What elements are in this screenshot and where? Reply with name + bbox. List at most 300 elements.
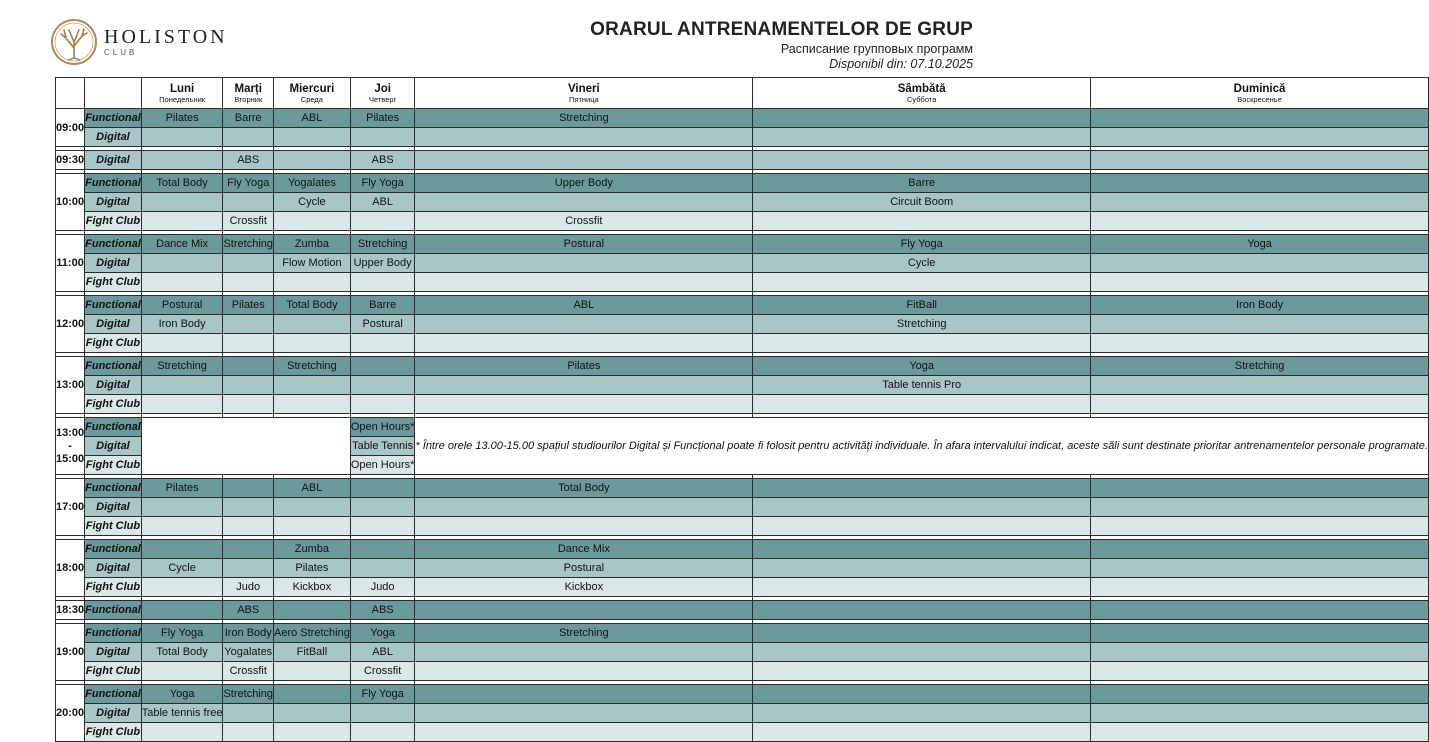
schedule-row — [56, 235, 1429, 254]
class-cell — [274, 151, 351, 170]
class-cell: Dance Mix — [415, 540, 753, 559]
class-cell: Iron Body — [141, 315, 223, 334]
class-cell — [274, 395, 351, 414]
room-label: Fight Club — [85, 517, 142, 536]
class-cell — [1091, 128, 1429, 147]
room-label: Fight Club — [85, 395, 142, 414]
class-cell: Postural — [415, 559, 753, 578]
class-cell — [753, 273, 1091, 292]
class-cell — [274, 601, 351, 620]
class-cell — [1091, 151, 1429, 170]
class-cell — [223, 395, 274, 414]
class-cell: Stretching — [1091, 357, 1429, 376]
day-header — [415, 78, 753, 109]
class-cell: Kickbox — [415, 578, 753, 597]
day-name: Luni — [169, 82, 195, 95]
class-cell: Postural — [141, 296, 223, 315]
class-cell: Total Body — [274, 296, 351, 315]
schedule-row — [56, 517, 1429, 536]
class-cell — [223, 723, 274, 742]
class-cell: Stretching — [415, 109, 753, 128]
room-label: Functional — [85, 357, 142, 376]
class-cell — [753, 498, 1091, 517]
class-cell: Yoga — [1091, 235, 1429, 254]
room-label: Functional — [85, 601, 142, 620]
class-cell — [753, 151, 1091, 170]
class-cell — [1091, 624, 1429, 643]
schedule-row — [56, 624, 1429, 643]
class-cell — [141, 193, 223, 212]
class-cell — [1091, 376, 1429, 395]
schedule-row — [56, 601, 1429, 620]
class-cell — [223, 479, 274, 498]
brand-sub: CLUB — [104, 48, 138, 57]
class-cell — [274, 334, 351, 353]
room-label: Functional — [85, 540, 142, 559]
class-cell — [350, 376, 415, 395]
day-name-ru: Среда — [300, 94, 323, 104]
class-cell — [415, 193, 753, 212]
room-label: Digital — [85, 193, 142, 212]
class-cell: Circuit Boom — [753, 193, 1091, 212]
class-cell — [223, 128, 274, 147]
schedule-row — [56, 662, 1429, 681]
class-cell — [274, 212, 351, 231]
class-cell — [350, 498, 415, 517]
time-slot: 11:00 — [56, 235, 85, 292]
room-label: Fight Club — [85, 212, 142, 231]
day-header — [753, 78, 1091, 109]
class-cell — [141, 273, 223, 292]
class-cell — [415, 254, 753, 273]
empty-block — [141, 418, 350, 475]
open-hours-cell: Open Hours* — [350, 418, 415, 437]
class-cell — [141, 540, 223, 559]
schedule-row — [56, 193, 1429, 212]
class-cell — [350, 128, 415, 147]
schedule-row — [56, 357, 1429, 376]
class-cell — [274, 498, 351, 517]
class-cell: Fly Yoga — [350, 174, 415, 193]
room-label: Fight Club — [85, 456, 142, 475]
schedule-row — [56, 578, 1429, 597]
room-label: Digital — [85, 128, 142, 147]
class-cell — [141, 578, 223, 597]
time-slot: 17:00 — [56, 479, 85, 536]
schedule-row — [56, 273, 1429, 292]
class-cell: Stretching — [415, 624, 753, 643]
class-cell: Stretching — [223, 685, 274, 704]
day-header — [141, 78, 223, 109]
class-cell — [223, 315, 274, 334]
class-cell: Yogalates — [274, 174, 351, 193]
room-label: Digital — [85, 704, 142, 723]
class-cell — [141, 723, 223, 742]
class-cell — [223, 704, 274, 723]
schedule-row — [56, 151, 1429, 170]
schedule-row — [56, 685, 1429, 704]
class-cell: FitBall — [274, 643, 351, 662]
class-cell — [223, 540, 274, 559]
time-slot: 18:30 — [56, 601, 85, 620]
class-cell: Table tennis Pro — [753, 376, 1091, 395]
class-cell: Zumba — [274, 235, 351, 254]
class-cell — [1091, 193, 1429, 212]
room-label: Fight Club — [85, 273, 142, 292]
class-cell: Table tennis free — [141, 704, 223, 723]
page-title: ORARUL ANTRENAMENTELOR DE GRUP — [590, 19, 973, 40]
class-cell — [350, 704, 415, 723]
class-cell — [1091, 601, 1429, 620]
open-hours-note: * Între orele 13.00-15.00 spațiul studiourilor Digital și Funcțional poate fi folosit pentru activități individuale. În afara intervalului indicat, aceste săli sunt destinate prioritar antrenamentelor personale programate. — [415, 418, 1429, 475]
room-label: Functional — [85, 685, 142, 704]
time-slot-range — [56, 418, 85, 475]
class-cell: Pilates — [223, 296, 274, 315]
time-slot: 09:00 — [56, 109, 85, 147]
class-cell: Judo — [350, 578, 415, 597]
class-cell — [1091, 685, 1429, 704]
room-label: Fight Club — [85, 334, 142, 353]
class-cell: ABS — [223, 601, 274, 620]
class-cell — [223, 254, 274, 273]
room-label: Functional — [85, 624, 142, 643]
class-cell — [753, 334, 1091, 353]
class-cell: FitBall — [753, 296, 1091, 315]
class-cell — [350, 334, 415, 353]
class-cell — [1091, 540, 1429, 559]
class-cell — [274, 685, 351, 704]
room-label: Functional — [85, 296, 142, 315]
class-cell: Barre — [223, 109, 274, 128]
schedule-table — [55, 77, 1429, 742]
class-cell: Upper Body — [350, 254, 415, 273]
room-label: Functional — [85, 109, 142, 128]
class-cell — [1091, 273, 1429, 292]
time-slot: 09:30 — [56, 151, 85, 170]
class-cell — [223, 273, 274, 292]
class-cell — [1091, 704, 1429, 723]
class-cell — [223, 376, 274, 395]
class-cell — [753, 601, 1091, 620]
day-name-ru: Вторник — [234, 94, 263, 104]
brand-name: HOLISTON — [104, 26, 228, 48]
day-name-ru: Четверг — [368, 94, 397, 104]
page-subtitle: Расписание групповых программ — [780, 42, 973, 56]
class-cell — [141, 517, 223, 536]
class-cell: Fly Yoga — [141, 624, 223, 643]
schedule-row — [56, 174, 1429, 193]
schedule-row — [56, 704, 1429, 723]
class-cell: Aero Stretching — [274, 624, 351, 643]
class-cell: Total Body — [141, 174, 223, 193]
class-cell — [1091, 517, 1429, 536]
class-cell — [350, 723, 415, 742]
class-cell — [753, 624, 1091, 643]
class-cell: Total Body — [141, 643, 223, 662]
class-cell: Fly Yoga — [753, 235, 1091, 254]
class-cell: Postural — [415, 235, 753, 254]
time-slot: 13:00 — [56, 357, 85, 414]
class-cell: Stretching — [274, 357, 351, 376]
class-cell — [753, 578, 1091, 597]
class-cell — [274, 723, 351, 742]
class-cell: Judo — [223, 578, 274, 597]
class-cell: Pilates — [350, 109, 415, 128]
class-cell — [350, 540, 415, 559]
day-name-ru: Пятница — [569, 94, 599, 104]
class-cell: Flow Motion — [274, 254, 351, 273]
class-cell: ABL — [350, 193, 415, 212]
schedule-row — [56, 479, 1429, 498]
class-cell — [274, 662, 351, 681]
class-cell — [1091, 334, 1429, 353]
room-label: Digital — [85, 643, 142, 662]
day-name: Joi — [374, 82, 391, 95]
brand-logo — [50, 18, 228, 66]
class-cell — [274, 376, 351, 395]
class-cell: Cycle — [141, 559, 223, 578]
room-label: Fight Club — [85, 662, 142, 681]
class-cell — [223, 334, 274, 353]
class-cell — [415, 376, 753, 395]
day-header — [1091, 78, 1429, 109]
class-cell — [1091, 578, 1429, 597]
class-cell: Iron Body — [223, 624, 274, 643]
schedule-row — [56, 559, 1429, 578]
class-cell — [141, 601, 223, 620]
time-slot: 18:00 — [56, 540, 85, 597]
class-cell: Postural — [350, 315, 415, 334]
class-cell — [141, 498, 223, 517]
schedule-row — [56, 128, 1429, 147]
class-cell: Fly Yoga — [350, 685, 415, 704]
room-label: Functional — [85, 235, 142, 254]
room-label: Digital — [85, 254, 142, 273]
time-end: 15:00 — [56, 452, 85, 465]
class-cell: Fly Yoga — [223, 174, 274, 193]
class-cell — [1091, 498, 1429, 517]
day-name: Miercuri — [289, 82, 335, 95]
class-cell: ABS — [223, 151, 274, 170]
day-name-ru: Понедельник — [159, 94, 206, 104]
class-cell: Cycle — [753, 254, 1091, 273]
class-cell — [274, 704, 351, 723]
class-cell — [1091, 315, 1429, 334]
open-hours-cell: Table Tennis — [350, 437, 415, 456]
class-cell: Yoga — [753, 357, 1091, 376]
time-slot: 19:00 — [56, 624, 85, 681]
class-cell: Upper Body — [415, 174, 753, 193]
class-cell — [415, 685, 753, 704]
class-cell — [415, 273, 753, 292]
time-dash: - — [68, 439, 72, 452]
schedule-row — [56, 315, 1429, 334]
class-cell — [753, 128, 1091, 147]
class-cell: Yogalates — [223, 643, 274, 662]
class-cell — [1091, 212, 1429, 231]
class-cell — [223, 498, 274, 517]
room-label: Functional — [85, 174, 142, 193]
class-cell: ABL — [274, 109, 351, 128]
room-label: Fight Club — [85, 578, 142, 597]
schedule-row — [56, 395, 1429, 414]
class-cell — [415, 315, 753, 334]
class-cell: ABL — [274, 479, 351, 498]
class-cell: Stretching — [141, 357, 223, 376]
schedule-row — [56, 212, 1429, 231]
time-slot: 20:00 — [56, 685, 85, 742]
schedule-row — [56, 723, 1429, 742]
class-cell: Dance Mix — [141, 235, 223, 254]
class-cell — [415, 704, 753, 723]
class-cell — [415, 334, 753, 353]
class-cell — [753, 395, 1091, 414]
day-name: Marți — [234, 82, 262, 95]
day-header — [223, 78, 274, 109]
schedule-row — [56, 109, 1429, 128]
schedule-row — [56, 418, 1429, 437]
class-cell: Total Body — [415, 479, 753, 498]
class-cell — [1091, 643, 1429, 662]
class-cell: Iron Body — [1091, 296, 1429, 315]
day-name: Sâmbătă — [897, 82, 946, 95]
header-row — [56, 78, 1429, 109]
class-cell — [753, 704, 1091, 723]
header-corner — [85, 78, 142, 109]
class-cell — [141, 395, 223, 414]
class-cell — [753, 479, 1091, 498]
class-cell — [141, 254, 223, 273]
class-cell — [223, 193, 274, 212]
schedule-row — [56, 643, 1429, 662]
room-label: Functional — [85, 418, 142, 437]
class-cell — [274, 128, 351, 147]
class-cell: Pilates — [274, 559, 351, 578]
class-cell: ABL — [350, 643, 415, 662]
class-cell: Crossfit — [223, 662, 274, 681]
class-cell — [753, 517, 1091, 536]
class-cell — [415, 498, 753, 517]
class-cell: ABS — [350, 601, 415, 620]
class-cell — [274, 517, 351, 536]
class-cell — [415, 151, 753, 170]
class-cell — [350, 212, 415, 231]
class-cell — [141, 212, 223, 231]
header — [590, 19, 973, 71]
class-cell — [415, 643, 753, 662]
class-cell — [753, 643, 1091, 662]
time-slot: 12:00 — [56, 296, 85, 353]
day-name: Vineri — [567, 82, 600, 95]
class-cell: Zumba — [274, 540, 351, 559]
class-cell: Barre — [753, 174, 1091, 193]
room-label: Digital — [85, 376, 142, 395]
class-cell — [141, 376, 223, 395]
class-cell: Yoga — [350, 624, 415, 643]
class-cell: Crossfit — [350, 662, 415, 681]
class-cell — [753, 540, 1091, 559]
room-label: Digital — [85, 559, 142, 578]
class-cell — [350, 395, 415, 414]
day-header — [274, 78, 351, 109]
class-cell — [1091, 723, 1429, 742]
class-cell — [223, 517, 274, 536]
class-cell — [415, 395, 753, 414]
class-cell: Stretching — [223, 235, 274, 254]
class-cell: Cycle — [274, 193, 351, 212]
class-cell — [753, 662, 1091, 681]
class-cell — [753, 559, 1091, 578]
class-cell: Barre — [350, 296, 415, 315]
class-cell — [350, 517, 415, 536]
class-cell — [141, 151, 223, 170]
class-cell — [1091, 559, 1429, 578]
class-cell — [223, 559, 274, 578]
class-cell — [415, 662, 753, 681]
schedule-row — [56, 296, 1429, 315]
schedule-row — [56, 540, 1429, 559]
class-cell — [350, 479, 415, 498]
class-cell — [141, 662, 223, 681]
class-cell — [1091, 395, 1429, 414]
class-cell — [753, 685, 1091, 704]
class-cell — [415, 128, 753, 147]
room-label: Digital — [85, 151, 142, 170]
class-cell — [350, 273, 415, 292]
class-cell — [1091, 662, 1429, 681]
class-cell — [1091, 479, 1429, 498]
class-cell — [415, 601, 753, 620]
class-cell — [274, 273, 351, 292]
class-cell: ABL — [415, 296, 753, 315]
day-name-ru: Воскресенье — [1237, 94, 1282, 104]
room-label: Digital — [85, 437, 142, 456]
schedule-row — [56, 334, 1429, 353]
time-slot: 10:00 — [56, 174, 85, 231]
class-cell — [415, 723, 753, 742]
day-name: Duminică — [1233, 82, 1286, 95]
schedule-row — [56, 376, 1429, 395]
class-cell — [753, 212, 1091, 231]
class-cell: Crossfit — [415, 212, 753, 231]
room-label: Functional — [85, 479, 142, 498]
tree-logo-icon — [50, 18, 98, 66]
schedule-row — [56, 254, 1429, 273]
class-cell — [415, 517, 753, 536]
class-cell: Crossfit — [223, 212, 274, 231]
class-cell — [1091, 254, 1429, 273]
class-cell: Pilates — [141, 109, 223, 128]
class-cell — [141, 334, 223, 353]
class-cell — [753, 723, 1091, 742]
class-cell: Pilates — [141, 479, 223, 498]
class-cell: Kickbox — [274, 578, 351, 597]
time-start: 13:00 — [56, 426, 85, 439]
room-label: Digital — [85, 315, 142, 334]
day-header — [350, 78, 415, 109]
availability-date: Disponibil din: 07.10.2025 — [829, 57, 973, 71]
class-cell — [274, 315, 351, 334]
class-cell — [753, 109, 1091, 128]
room-label: Digital — [85, 498, 142, 517]
class-cell: ABS — [350, 151, 415, 170]
class-cell: Stretching — [350, 235, 415, 254]
class-cell — [1091, 109, 1429, 128]
class-cell — [350, 357, 415, 376]
class-cell: Yoga — [141, 685, 223, 704]
class-cell — [1091, 174, 1429, 193]
room-label: Fight Club — [85, 723, 142, 742]
